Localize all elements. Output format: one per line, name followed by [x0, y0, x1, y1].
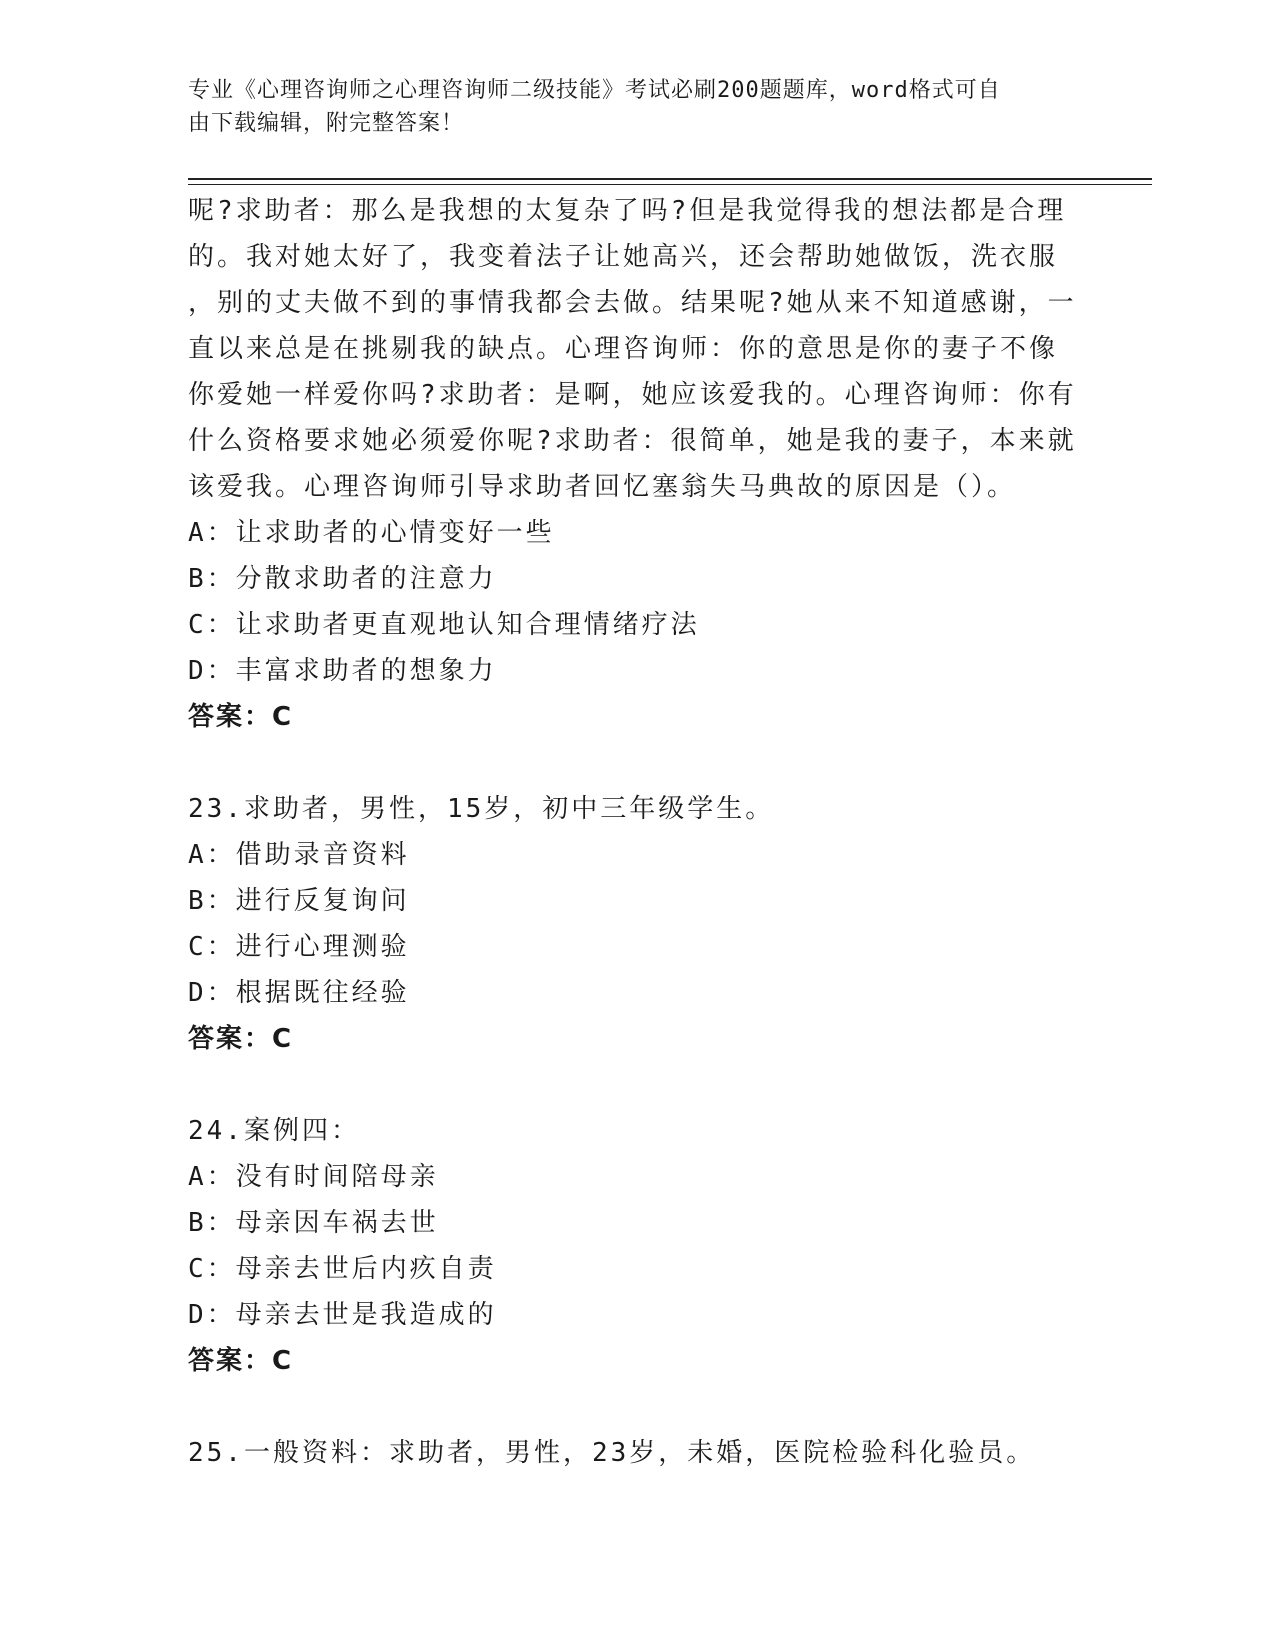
document-body [188, 188, 1088, 1476]
option-b: B：分散求助者的注意力 [188, 564, 497, 594]
question-23 [188, 786, 1088, 1062]
option-a: A：没有时间陪母亲 [188, 1162, 439, 1192]
question-stem: 24.案例四： [188, 1116, 360, 1146]
option-c: C：让求助者更直观地认知合理情绪疗法 [188, 610, 700, 640]
question-25 [188, 1430, 1088, 1476]
spacer [188, 740, 1088, 786]
header-title-line-2: 由下载编辑，附完整答案！ [188, 111, 465, 136]
question-stem-line: 你爱她一样爱你吗?求助者：是啊，她应该爱我的。心理咨询师：你有 [188, 380, 1077, 410]
question-24 [188, 1108, 1088, 1384]
answer-label: 答案：C [188, 702, 294, 732]
option-c: C：进行心理测验 [188, 932, 410, 962]
option-a: A：借助录音资料 [188, 840, 410, 870]
option-a: A：让求助者的心情变好一些 [188, 518, 555, 548]
question-stem-line: ，别的丈夫做不到的事情我都会去做。结果呢?她从来不知道感谢，一 [188, 288, 1077, 318]
header-title-line-1: 专业《心理咨询师之心理咨询师二级技能》考试必刷200题题库，word格式可自 [188, 78, 1001, 103]
question-stem-line: 该爱我。心理咨询师引导求助者回忆塞翁失马典故的原因是（）。 [188, 472, 1017, 502]
option-d: D：丰富求助者的想象力 [188, 656, 497, 686]
option-b: B：进行反复询问 [188, 886, 410, 916]
question-stem: 25.一般资料：求助者，男性，23岁，未婚，医院检验科化验员。 [188, 1438, 1036, 1468]
spacer [188, 1062, 1088, 1108]
question-stem-line: 什么资格要求她必须爱你呢?求助者：很简单，她是我的妻子，本来就 [188, 426, 1077, 456]
answer-label: 答案：C [188, 1346, 294, 1376]
answer-label: 答案：C [188, 1024, 294, 1054]
spacer [188, 1384, 1088, 1430]
question-stem-line: 的。我对她太好了，我变着法子让她高兴，还会帮助她做饭，洗衣服 [188, 242, 1059, 272]
option-d: D：根据既往经验 [188, 978, 410, 1008]
document-header [188, 74, 1068, 140]
question-stem-line: 呢?求助者：那么是我想的太复杂了吗?但是我觉得我的想法都是合理 [188, 196, 1067, 226]
option-b: B：母亲因车祸去世 [188, 1208, 439, 1238]
question-stem-line: 直以来总是在挑剔我的缺点。心理咨询师：你的意思是你的妻子不像 [188, 334, 1059, 364]
option-d: D：母亲去世是我造成的 [188, 1300, 497, 1330]
question-stem: 23.求助者，男性，15岁，初中三年级学生。 [188, 794, 775, 824]
question-22 [188, 188, 1088, 740]
header-rule-thin [188, 184, 1152, 185]
header-rule-thick [188, 178, 1152, 180]
option-c: C：母亲去世后内疚自责 [188, 1254, 497, 1284]
